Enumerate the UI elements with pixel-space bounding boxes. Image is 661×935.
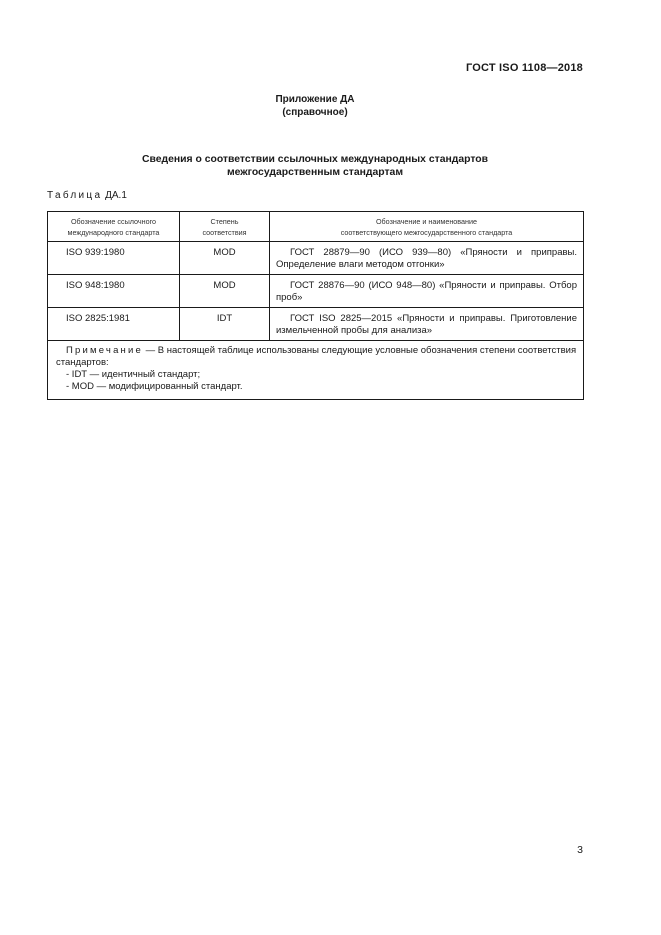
column-header-interstate-standard — [270, 212, 584, 242]
international-standard-cell: ISO 2825:1981 — [48, 308, 180, 341]
degree-cell: MOD — [180, 275, 270, 308]
section-heading-line-1: Сведения о соответствии ссылочных международных стандартов — [141, 154, 489, 165]
appendix-title: Приложение ДА — [275, 94, 355, 105]
degree-cell: IDT — [180, 308, 270, 341]
note-item-mod: - MOD — модифицированный стандарт. — [66, 381, 243, 392]
table-caption-number: ДА.1 — [105, 190, 127, 201]
note-label: Примечание — [66, 345, 143, 356]
section-heading-line-2: межгосударственным стандартам — [226, 167, 404, 178]
header-line: Обозначение и наименование — [375, 217, 478, 226]
table-row — [48, 275, 584, 308]
table-row — [48, 242, 584, 275]
header-line: соответствия — [202, 228, 247, 237]
international-standard-cell: ISO 939:1980 — [48, 242, 180, 275]
header-line: Обозначение ссылочного — [70, 217, 157, 226]
note-item-idt: - IDT — идентичный стандарт; — [66, 369, 201, 380]
interstate-standard-cell: ГОСТ ISO 2825—2015 «Пряности и приправы. Приготовление измельченной пробы для анализа» — [270, 308, 584, 341]
table-row — [48, 308, 584, 341]
header-line: соответствующего межгосударственного стандарта — [340, 228, 513, 237]
table-note-row — [48, 341, 584, 400]
table-caption-word: Таблица — [47, 190, 103, 201]
note-text — [56, 345, 577, 369]
column-header-international-standard — [48, 212, 180, 242]
page-number: 3 — [577, 844, 583, 856]
header-line: международного стандарта — [67, 228, 160, 237]
column-header-degree — [180, 212, 270, 242]
correspondence-table — [47, 211, 584, 400]
degree-cell: MOD — [180, 242, 270, 275]
table-caption — [47, 190, 127, 201]
section-heading — [0, 153, 630, 179]
appendix-heading — [0, 93, 630, 119]
header-line: Степень — [210, 217, 239, 226]
international-standard-cell: ISO 948:1980 — [48, 275, 180, 308]
note-body: — В настоящей таблице использованы следующие условные обозначения степени соответствия стандартов: — [56, 345, 577, 368]
table-note — [48, 341, 584, 400]
appendix-subtitle: (справочное) — [282, 107, 348, 118]
table-header-row — [48, 212, 584, 242]
interstate-standard-cell: ГОСТ 28876—90 (ИСО 948—80) «Пряности и приправы. Отбор проб» — [270, 275, 584, 308]
document-code: ГОСТ ISO 1108—2018 — [465, 62, 583, 74]
interstate-standard-cell: ГОСТ 28879—90 (ИСО 939—80) «Пряности и приправы. Определение влаги методом отгонки» — [270, 242, 584, 275]
